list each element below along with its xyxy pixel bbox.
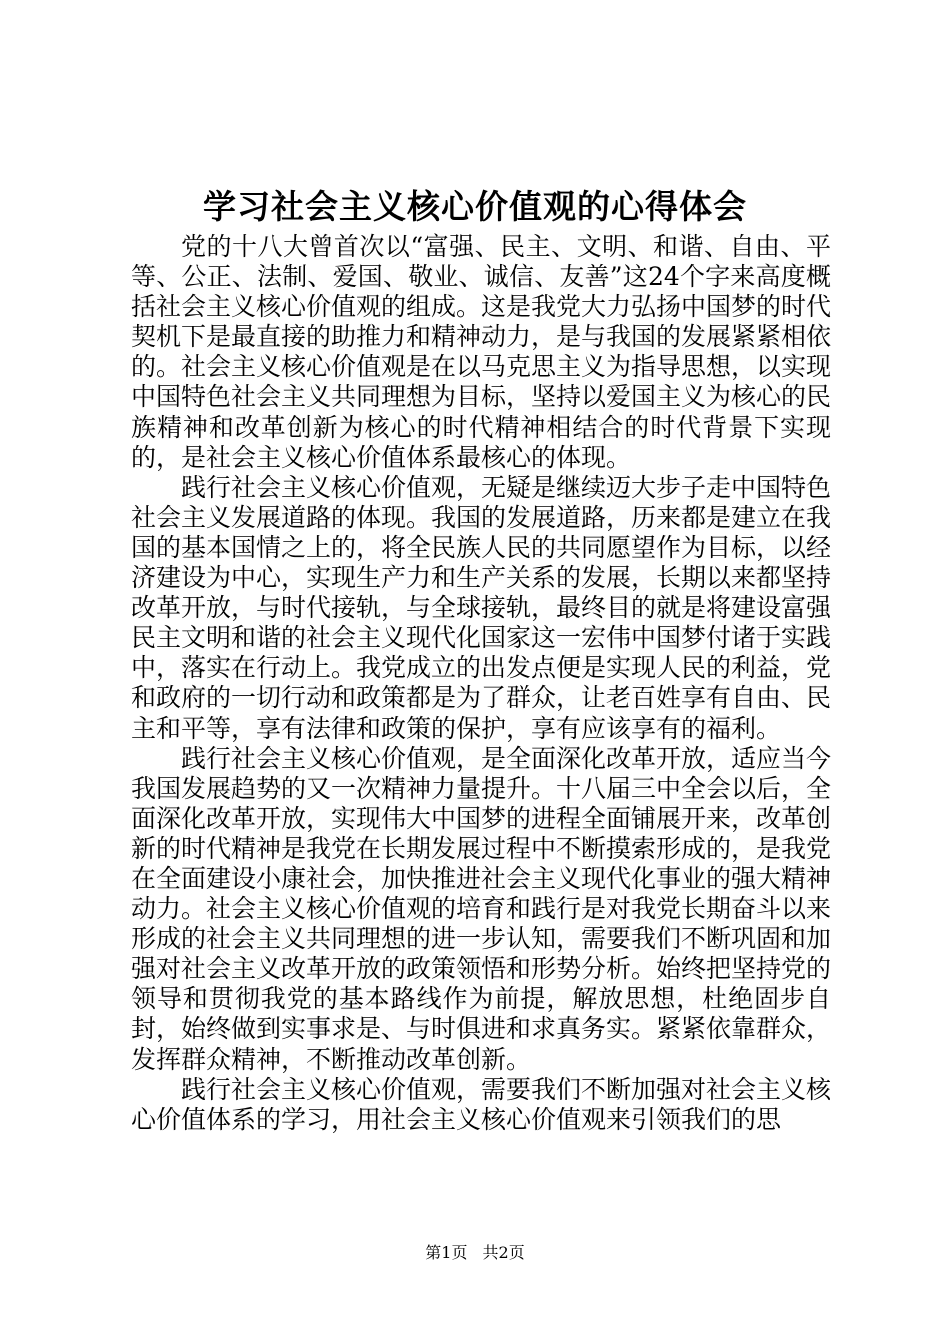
paragraph: 党的十八大曾首次以“富强、民主、文明、和谐、自由、平等、公正、法制、爱国、敬业、诚信、友善”这24个字来高度概括社会主义核心价值观的组成。这是我党大力弘扬中国梦的时代契机下是最直接的助推力和精神动力，是与我国的发展紧紧相依的。社会主义核心价值观是在以马克思主义为指导思想，以实现中国特色社会主义共同理想为目标，坚持以爱国主义为核心的民族精神和改革创新为核心的时代精神相结合的时代背景下实现的，是社会主义核心价值体系最核心的体现。: [131, 232, 832, 472]
paragraph: 践行社会主义核心价值观，是全面深化改革开放，适应当今我国发展趋势的又一次精神力量提升。十八届三中全会以后，全面深化改革开放，实现伟大中国梦的进程全面铺展开来，改革创新的时代精神是我党在长期发展过程中不断摸索形成的，是我党在全面建设小康社会，加快推进社会主义现代化事业的强大精神动力。社会主义核心价值观的培育和践行是对我党长期奋斗以来形成的社会主义共同理想的进一步认知，需要我们不断巩固和加强对社会主义改革开放的政策领悟和形势分析。始终把坚持党的领导和贯彻我党的基本路线作为前提，解放思想，杜绝固步自封，始终做到实事求是、与时俱进和求真务实。紧紧依靠群众，发挥群众精神，不断推动改革创新。: [131, 743, 832, 1074]
page-number-total: 共2页: [482, 1243, 525, 1262]
document-title: 学习社会主义核心价值观的心得体会: [203, 187, 747, 226]
document-body: [131, 232, 831, 1135]
page-footer: [0, 1243, 950, 1263]
page-number-current: 第1页: [425, 1243, 468, 1262]
paragraph: 践行社会主义核心价值观，需要我们不断加强对社会主义核心价值体系的学习，用社会主义核心价值观来引领我们的思: [131, 1074, 832, 1134]
paragraph: 践行社会主义核心价值观，无疑是继续迈大步子走中国特色社会主义发展道路的体现。我国的发展道路，历来都是建立在我国的基本国情之上的，将全民族人民的共同愿望作为目标，以经济建设为中心，实现生产力和生产关系的发展，长期以来都坚持改革开放，与时代接轨，与全球接轨，最终目的就是将建设富强民主文明和谐的社会主义现代化国家这一宏伟中国梦付诸于实践中，落实在行动上。我党成立的出发点便是实现人民的利益，党和政府的一切行动和政策都是为了群众，让老百姓享有自由、民主和平等，享有法律和政策的保护，享有应该享有的福利。: [131, 472, 832, 743]
